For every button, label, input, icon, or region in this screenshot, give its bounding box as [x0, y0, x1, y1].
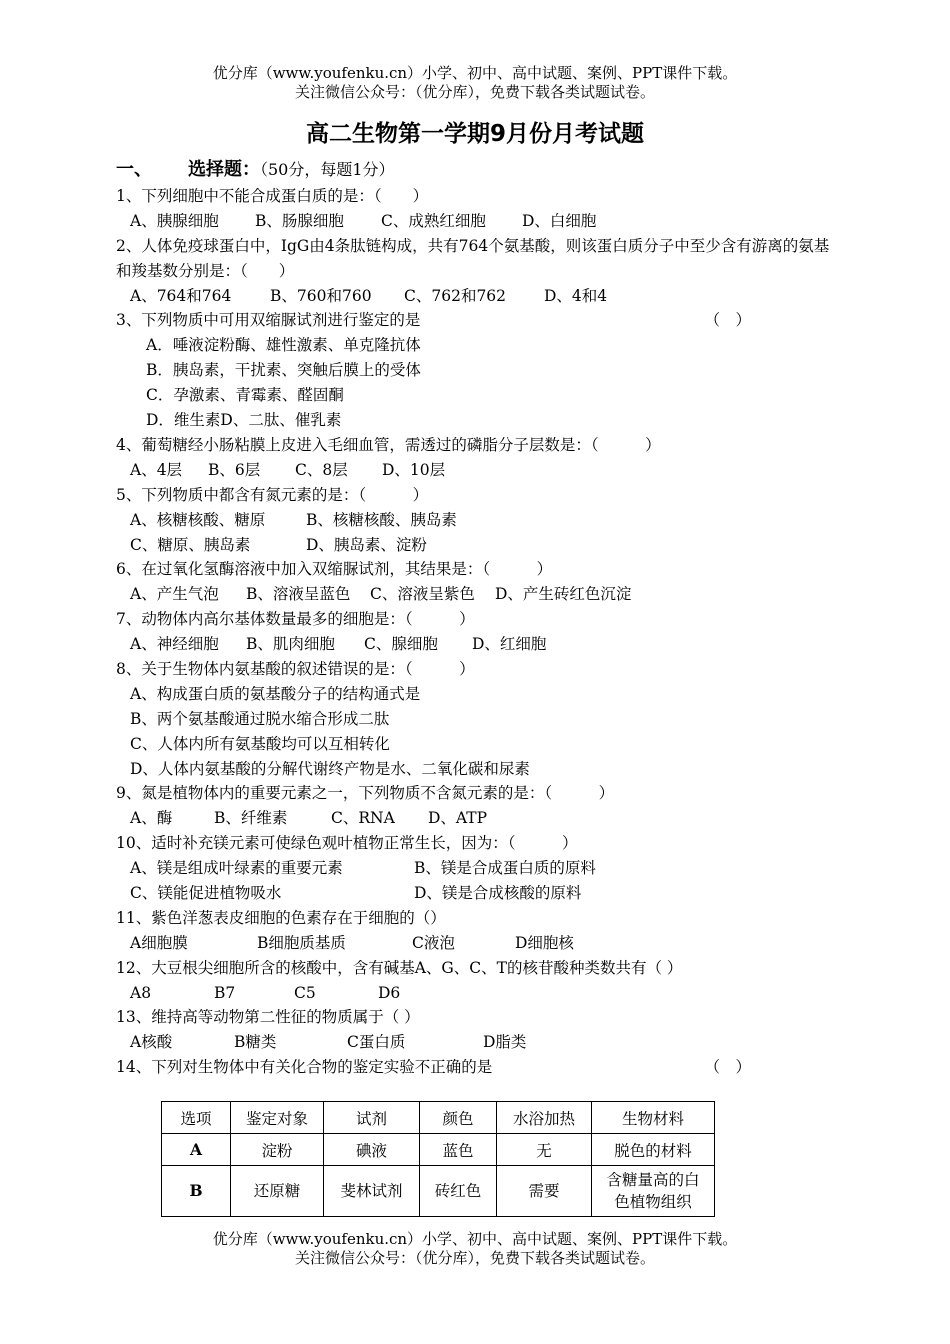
q11-option-c: C液泡 [412, 933, 455, 952]
q5-option-d: D、胰岛素、淀粉 [306, 535, 427, 554]
table-cell: 需要 [497, 1166, 592, 1217]
table-cell: B [162, 1166, 231, 1217]
q9-option-c: C、RNA [331, 809, 395, 828]
page-title: 高二生物第一学期9月份月考试题 [305, 121, 644, 147]
reagent-table [161, 1101, 715, 1217]
exam-body [116, 156, 841, 1080]
q6-option-b: B、溶液呈蓝色 [246, 585, 351, 604]
table-cell: 含糖量高的白色植物组织 [592, 1166, 715, 1217]
table-cell: 斐林试剂 [324, 1166, 420, 1217]
question-12-options [116, 981, 841, 1006]
question-10-options-row-2 [116, 881, 841, 906]
question-6-options [116, 582, 841, 607]
question-10: 10、适时补充镁元素可使绿色观叶植物正常生长，因为：（ ） [116, 834, 578, 853]
table-header-cell: 鉴定对象 [231, 1102, 324, 1134]
q10-option-b: B、镁是合成蛋白质的原料 [414, 859, 596, 878]
q6-option-a: A、产生气泡 [130, 585, 219, 604]
q12-option-b: B7 [214, 983, 236, 1002]
question-13-options [116, 1030, 841, 1055]
question-8: 8、关于生物体内氨基酸的叙述错误的是：（ ） [116, 659, 475, 678]
q9-option-b: B、纤维素 [214, 809, 288, 828]
q13-option-a: A核酸 [130, 1033, 173, 1052]
table-cell: 无 [497, 1134, 592, 1166]
q10-option-d: D、镁是合成核酸的原料 [414, 883, 582, 902]
section-heading [116, 156, 841, 184]
q8-option-b: B、两个氨基酸通过脱水缩合形成二肽 [130, 709, 390, 728]
q1-option-c: C、成熟红细胞 [381, 211, 486, 230]
question-1: 1、下列细胞中不能合成蛋白质的是：（ ） [116, 187, 429, 205]
table-header-cell: 水浴加热 [497, 1102, 592, 1134]
table-cell: 脱色的材料 [592, 1134, 715, 1166]
q3-option-d: D．维生素D、二肽、催乳素 [146, 411, 342, 430]
q4-option-c: C、8层 [295, 460, 348, 479]
q10-option-c: C、镁能促进植物吸水 [130, 883, 282, 902]
table-header-cell: 颜色 [420, 1102, 497, 1134]
table-header-cell: 试剂 [324, 1102, 420, 1134]
question-4: 4、葡萄糖经小肠粘膜上皮进入毛细血管，需透过的磷脂分子层数是：（ ） [116, 435, 661, 454]
table-header-cell: 生物材料 [592, 1102, 715, 1134]
q2-option-b: B、760和760 [270, 286, 372, 305]
question-12: 12、大豆根尖细胞所含的核酸中，含有碱基A、G、C、T的核苷酸种类数共有（ ） [116, 958, 683, 977]
question-4-options [116, 458, 841, 483]
q11-option-a: A细胞膜 [130, 933, 188, 952]
question-10-options-row-1 [116, 856, 841, 881]
question-13: 13、维持高等动物第二性征的物质属于（ ） [116, 1008, 420, 1027]
q2-option-d: D、4和4 [544, 286, 608, 305]
q8-option-d: D、人体内氨基酸的分解代谢终产物是水、二氧化碳和尿素 [130, 759, 530, 778]
q4-option-b: B、6层 [208, 460, 261, 479]
table-row [162, 1166, 715, 1217]
footer-line-2: 关注微信公众号：（优分库），免费下载各类试题试卷。 [294, 1249, 655, 1267]
question-6: 6、在过氧化氢酶溶液中加入双缩脲试剂，其结果是：（ ） [116, 560, 553, 579]
q6-option-d: D、产生砖红色沉淀 [495, 585, 632, 604]
question-3-text: 3、下列物质中可用双缩脲试剂进行鉴定的是 [116, 311, 421, 330]
q13-option-c: C蛋白质 [347, 1033, 406, 1052]
q3-option-c: C．孕激素、青霉素、醛固酮 [146, 386, 344, 405]
q5-option-a: A、核糖核酸、糖原 [130, 510, 266, 529]
q7-option-a: A、神经细胞 [130, 635, 219, 654]
q7-option-d: D、红细胞 [472, 635, 547, 654]
table-cell: 淀粉 [231, 1134, 324, 1166]
q7-option-b: B、肌肉细胞 [246, 635, 335, 654]
q9-option-d: D、ATP [428, 809, 488, 828]
question-14-answer-bracket: （ ） [704, 1058, 751, 1077]
question-5: 5、下列物质中都含有氮元素的是：（ ） [116, 485, 429, 504]
table-header-row [162, 1102, 715, 1134]
question-2-options [116, 284, 841, 309]
question-7: 7、动物体内高尔基体数量最多的细胞是：（ ） [116, 610, 475, 629]
section-number: 一、 [116, 159, 152, 180]
question-7-options [116, 632, 841, 657]
table-cell: 碘液 [324, 1134, 420, 1166]
page-footer [0, 1230, 950, 1268]
q10-option-a: A、镁是组成叶绿素的重要元素 [130, 859, 343, 878]
header-line-2: 关注微信公众号：（优分库），免费下载各类试题试卷。 [294, 83, 655, 101]
table-row [162, 1134, 715, 1166]
table-cell: 砖红色 [420, 1166, 497, 1217]
q1-option-a: A、胰腺细胞 [130, 211, 219, 230]
q2-option-a: A、764和764 [130, 286, 232, 305]
q4-option-d: D、10层 [382, 460, 446, 479]
q9-option-a: A、酶 [130, 809, 173, 828]
question-3 [116, 308, 841, 333]
footer-line-1: 优分库（www.youfenku.cn）小学、初中、高中试题、案例、PPT课件下载。 [212, 1230, 738, 1248]
question-2: 2、人体免疫球蛋白中，IgG由4条肽链构成，共有764个氨基酸，则该蛋白质分子中至少含有游离的氨基和羧基数分别是：（ ） [116, 236, 830, 280]
section-label: 选择题： [188, 159, 260, 180]
question-9: 9、氮是植物体内的重要元素之一，下列物质不含氮元素的是：（ ） [116, 784, 615, 803]
q3-option-a: A．唾液淀粉酶、雄性激素、单克隆抗体 [146, 336, 421, 355]
q5-option-c: C、糖原、胰岛素 [130, 535, 251, 554]
question-5-options-row-1 [116, 508, 841, 533]
q11-option-b: B细胞质基质 [257, 933, 346, 952]
header-line-1: 优分库（www.youfenku.cn）小学、初中、高中试题、案例、PPT课件下载。 [212, 64, 738, 82]
q6-option-c: C、溶液呈紫色 [370, 585, 475, 604]
question-9-options [116, 806, 841, 831]
q5-option-b: B、核糖核酸、胰岛素 [306, 510, 457, 529]
question-5-options-row-2 [116, 533, 841, 558]
page-header [0, 64, 950, 102]
q13-option-d: D脂类 [483, 1033, 527, 1052]
q13-option-b: B糖类 [234, 1033, 277, 1052]
q1-option-b: B、肠腺细胞 [255, 211, 344, 230]
question-11: 11、紫色洋葱表皮细胞的色素存在于细胞的（） [116, 908, 446, 927]
q12-option-d: D6 [378, 983, 401, 1002]
question-3-answer-bracket: （ ） [704, 311, 751, 330]
section-note: （50分，每题1分） [260, 160, 395, 179]
q3-option-b: B．胰岛素，干扰素、突触后膜上的受体 [146, 361, 421, 380]
table-cell: A [162, 1134, 231, 1166]
q1-option-d: D、白细胞 [522, 211, 597, 230]
question-14-text: 14、下列对生物体中有关化合物的鉴定实验不正确的是 [116, 1058, 493, 1077]
q12-option-a: A8 [130, 983, 152, 1002]
question-11-options [116, 931, 841, 956]
q7-option-c: C、腺细胞 [364, 635, 438, 654]
table-cell: 蓝色 [420, 1134, 497, 1166]
q8-option-c: C、人体内所有氨基酸均可以互相转化 [130, 734, 390, 753]
q4-option-a: A、4层 [130, 460, 183, 479]
q12-option-c: C5 [294, 983, 316, 1002]
table-header-cell: 选项 [162, 1102, 231, 1134]
question-1-options [116, 209, 841, 234]
q11-option-d: D细胞核 [515, 933, 574, 952]
table-cell: 还原糖 [231, 1166, 324, 1217]
question-14 [116, 1055, 841, 1080]
q8-option-a: A、构成蛋白质的氨基酸分子的结构通式是 [130, 684, 421, 703]
q2-option-c: C、762和762 [404, 286, 507, 305]
